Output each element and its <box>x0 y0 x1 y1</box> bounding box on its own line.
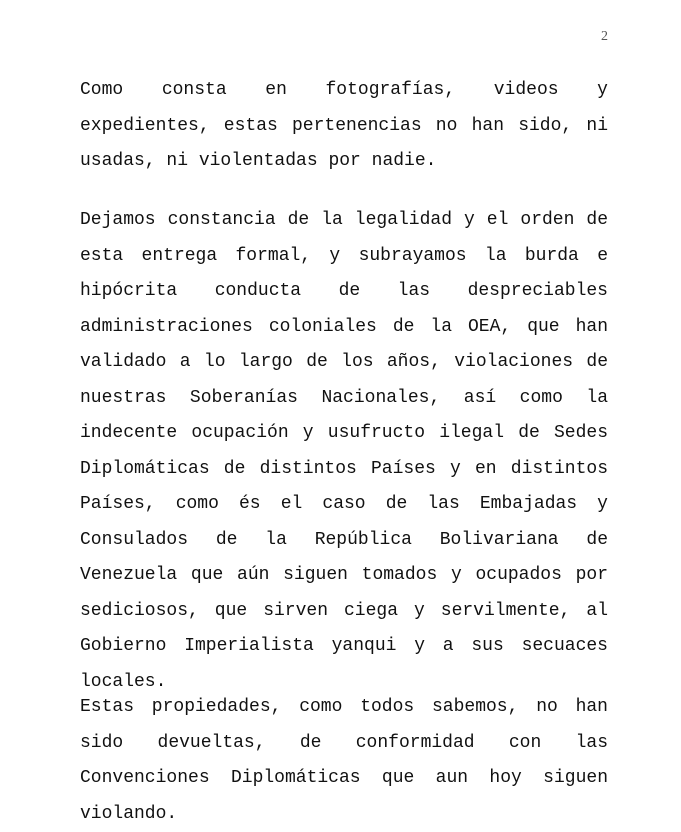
paragraph-1: Como consta en fotografías, videos y expedientes, estas pertenencias no han sido, ni usadas, ni violentadas por nadie. <box>80 80 608 171</box>
paragraph-3: Estas propiedades, como todos sabemos, no han sido devueltas, de conformidad con las Convenciones Diplomáticas que aun hoy siguen violando. <box>80 697 608 824</box>
page-number: 2 <box>601 29 608 44</box>
paragraph-2: Dejamos constancia de la legalidad y el orden de esta entrega formal, y subrayamos la burda e hipócrita conducta de las despreciables administraciones coloniales de la OEA, que han validado a lo largo de los años, violaciones de nuestras Soberanías Nacionales, así como la indecente ocupación y usufructo ilegal de Sedes Diplomáticas de distintos Países y en distintos Países, como és el caso de las Embajadas y Consulados de la República Bolivariana de Venezuela que aún siguen tomados y ocupados por sediciosos, que sirven ciega y servilmente, al Gobierno Imperialista yanqui y a sus secuaces locales. <box>80 210 608 692</box>
